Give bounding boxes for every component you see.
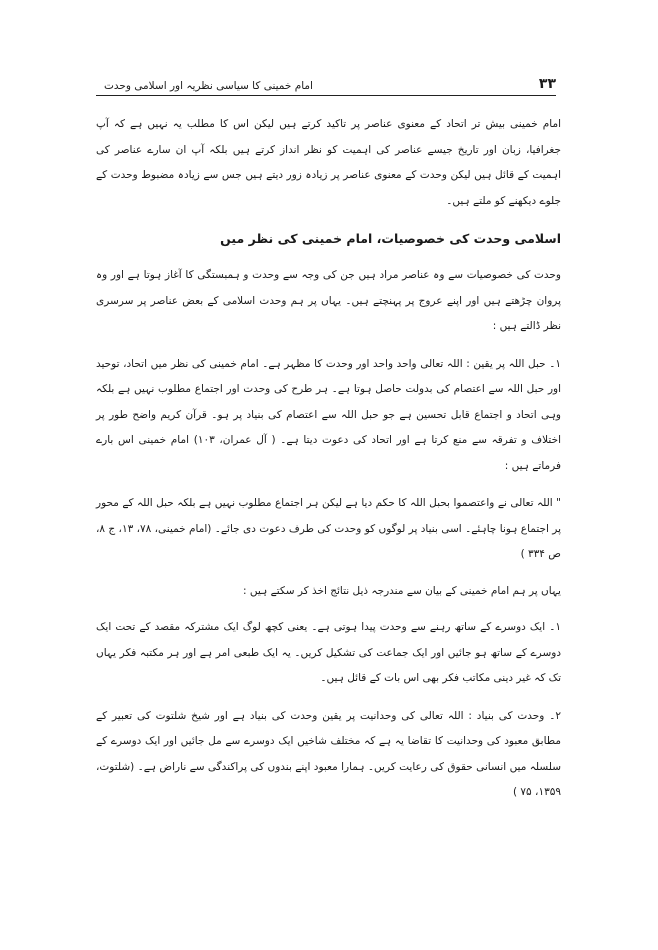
intro-paragraph: امام خمینی بیش تر اتحاد کے معنوی عناصر پر تاکید کرتے ہیں لیکن اس کا مطلب یہ نہیں ہے کہ آپ جغرافیا، زبان اور تاریخ جیسے عناصر کی اہمیت کو نظر انداز کرتے ہیں بلکہ آپ ان سارے عناصر کی اہمیت کے قائل ہیں لیکن وحدت کے معنوی عناصر پر زیادہ زور دیتے ہیں جس سے زیادہ مضبوط وحدت کے جلوے دیکھنے کو ملتے ہیں۔ bbox=[96, 118, 561, 207]
header-rule bbox=[96, 95, 556, 96]
section-heading: اسلامی وحدت کی خصوصیات، امام خمینی کی نظر میں bbox=[220, 231, 561, 246]
list-item-togetherness: ۱۔ ایک دوسرے کے ساتھ رہنے سے وحدت پیدا ہوتی ہے۔ یعنی کچھ لوگ ایک مشترکہ مقصد کے تحت ایک دوسرے کے ساتھ ہو جائیں اور ایک جماعت کی تشکیل کریں۔ یہ ایک طبعی امر ہے اور ہر مکتبہ فکر یہاں تک کہ غیر دینی مکاتب فکر بھی اس بات کے قائل ہیں۔ bbox=[96, 621, 561, 684]
description-paragraph: وحدت کی خصوصیات سے وہ عناصر مراد ہیں جن کی وجہ سے وحدت و ہمبستگی کا آغاز ہوتا ہے اور وہ پروان چڑھتے ہیں اور اپنے عروج پر پہنچتے ہیں۔ یہاں پر ہم وحدت اسلامی کے بعض عناصر پر سرسری نظر ڈالتے ہیں : bbox=[96, 269, 561, 332]
list-item-unity-basis: ۲۔ وحدت کی بنیاد : اللہ تعالی کی وحدانیت پر یقین وحدت کی بنیاد ہے اور شیخ شلتوت کی تعبیر کے مطابق معبود کی وحدانیت کا تقاضا یہ ہے کہ مختلف شاخیں ایک دوسرے سے مل جائیں اور ایک دوسرے کے سلسلہ میں انسانی حقوق کی رعایت کریں۔ ہمارا معبود اپنے بندوں کی پراکندگی سے ناراض ہے۔ (شلتوت، ۱۳۵۹، ۷۵ ) bbox=[96, 709, 561, 798]
running-title: امام خمینی کا سیاسی نظریہ اور اسلامی وحدت bbox=[104, 80, 313, 92]
page-header bbox=[96, 62, 556, 96]
page-body bbox=[96, 112, 561, 818]
page-number: ۳۳ bbox=[538, 76, 556, 92]
quote-paragraph: " اللہ تعالی نے واعتصموا بحبل اللہ کا حکم دیا ہے لیکن ہر اجتماع مطلوب نہیں ہے بلکہ حبل اللہ کے محور پر اجتماع ہونا چاہئے۔ اسی بنیاد پر لوگوں کو وحدت کی طرف دعوت دی جائے۔ (امام خمینی، ۷۸، ۱۳، ج ۸، ص ۳۳۴ ) bbox=[96, 497, 562, 560]
conclusion-intro: یہاں پر ہم امام خمینی کے بیان سے مندرجہ ذیل نتائج اخذ کر سکتے ہیں : bbox=[243, 584, 561, 597]
list-item-hablullah: ۱۔ حبل اللہ پر یقین : اللہ تعالی واحد واحد اور وحدت کا مظہر ہے۔ امام خمینی کی نظر میں اتحاد، توحید اور حبل اللہ سے اعتصام کی بدولت حاصل ہوتا ہے۔ ہر طرح کی وحدت اور اجتماع مطلوب نہیں ہے بلکہ وہی اتحاد و اجتماع قابل تحسین ہے جو حبل اللہ سے اعتصام کی بنیاد پر ہو۔ قرآن کریم واضح طور پر اختلاف و تفرقہ سے منع کرتا ہے اور اتحاد کی دعوت دیتا ہے۔ ( آل عمران، ۱۰۳) امام خمینی اس بارے فرماتے ہیں : bbox=[96, 357, 561, 472]
